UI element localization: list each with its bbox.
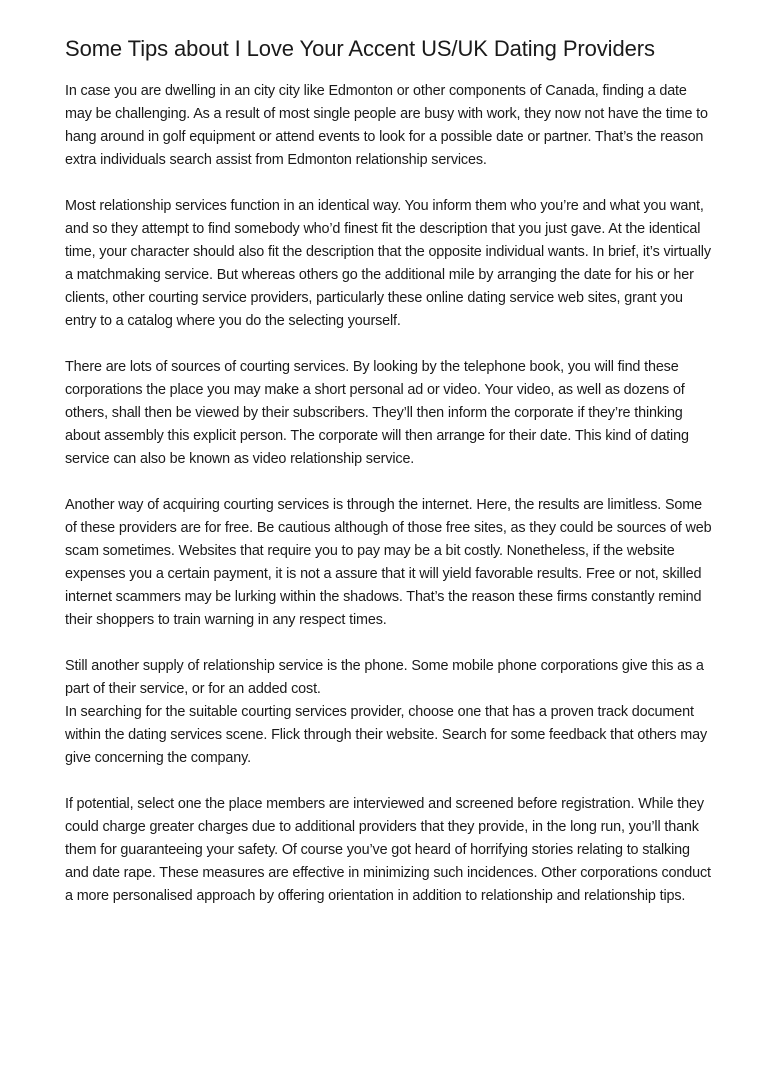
paragraph-how-services-work: Most relationship services function in an identical way. You inform them who you’re and what you want, and so they attempt to find somebody who’d finest fit the description that you just gave. At the identical time, your character should also fit the description that the opposite individual wants. In brief, it’s virtually a matchmaking service. But whereas others go the additional mile by arranging the date for his or her clients, other courting service providers, particularly these online dating service web sites, grant you entry to a catalog where you do the selecting yourself. (65, 198, 711, 329)
paragraph-sources-of-services: There are lots of sources of courting services. By looking by the telephone book, you will find these corporations the place you may make a short personal ad or video. Your video, as well as dozens of others, shall then be viewed by their subscribers. They’ll then inform the corporate if they’re thinking about assembly this explicit person. The corporate will then arrange for their date. This kind of dating service can also be known as video relationship service. (65, 359, 689, 467)
paragraph-screening-members: If potential, select one the place members are interviewed and screened before registration. While they could charge greater charges due to additional providers that they provide, in the long run, you’ll thank them for guaranteeing your safety. Of course you’ve got heard of horrifying stories relating to stalking and date rape. These measures are effective in minimizing such incidences. Other corporations conduct a more personalised approach by offering orientation in addition to relationship and relationship tips. (65, 796, 711, 904)
paragraph-edmonton-intro: In case you are dwelling in an city city like Edmonton or other components of Canada, finding a date may be challenging. As a result of most single people are busy with work, they now not have the time to hang around in golf equipment or attend events to look for a possible date or partner. That’s the reason extra individuals search assist from Edmonton relationship services. (65, 83, 708, 168)
document-page (65, 34, 715, 931)
paragraph-choosing-provider: In searching for the suitable courting services provider, choose one that has a proven track document within the dating services scene. Flick through their website. Search for some feedback that others may give concerning the company. (65, 704, 708, 766)
paragraph-internet-services: Another way of acquiring courting services is through the internet. Here, the results are limitless. Some of these providers are for free. Be cautious although of those free sites, as they could be sources of web scam sometimes. Websites that require you to pay may be a bit costly. Nonetheless, if the website expenses you a certain payment, it is not a assure that it will yield favorable results. Free or not, skilled internet scammers may be lurking within the shadows. That’s the reason these firms constantly remind their shoppers to train warning in any respect times. (65, 497, 712, 628)
document-title: Some Tips about I Love Your Accent US/UK Dating Providers (65, 36, 655, 61)
paragraph-phone-services: Still another supply of relationship service is the phone. Some mobile phone corporations give this as a part of their service, or for an added cost. (65, 658, 704, 697)
